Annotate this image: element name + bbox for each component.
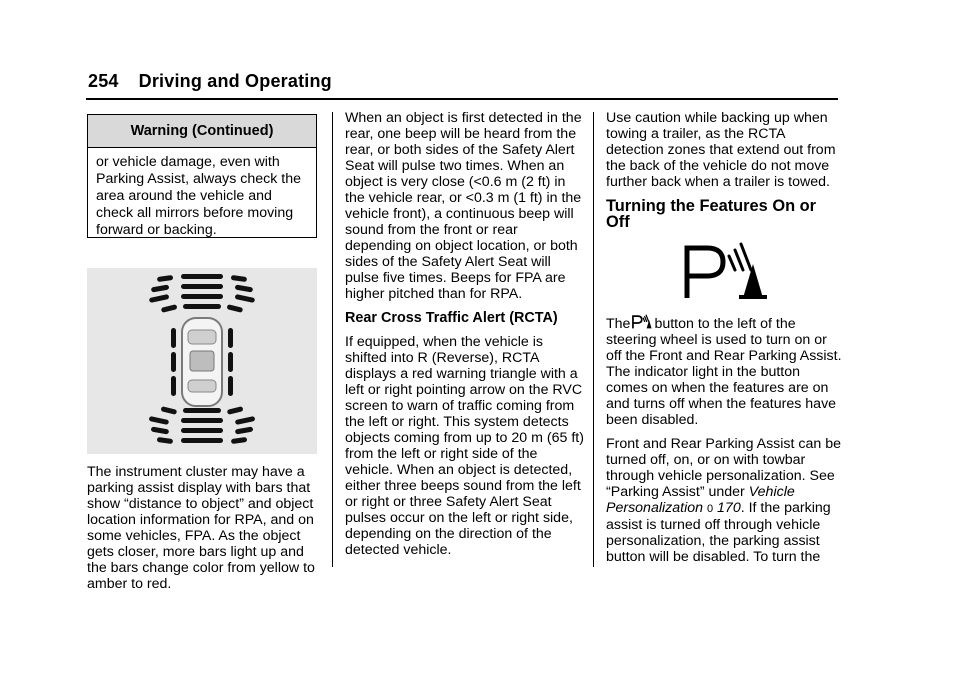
column-2-text [345,110,585,566]
page-section-title: Driving and Operating [138,71,332,91]
parking-assist-diagram [87,268,317,454]
col3-p2-post: button to the left of the steering wheel is used to turn on or off the Front and Rear Parking Assist. The indicator light in the button comes on when the features are on and turns off when the features have been disabled. [606,316,842,428]
parking-assist-inline-icon [631,314,653,330]
column-divider-1 [332,112,333,567]
warning-body: or vehicle damage, even with Parking Assist, always check the area around the vehicle and check all mirrors before moving forward or backing. [96,154,302,238]
col3-p2-pre: The [606,316,631,332]
col3-p3-post: . If the parking assist is turned off through vehicle personalization, the parking assist button will be disabled. To turn the [606,500,831,565]
col1-paragraph-1: The instrument cluster may have a parking assist display with bars that show “distance to object” and object location information for RPA, and on some vehicles, FPA. As the object gets closer, more bars light up and the bars change color from yellow to amber to red. [87,464,315,592]
col2-paragraph-1: When an object is first detected in the rear, one beep will be heard from the rear, or both sides of the Safety Alert Seat will pulse two times. When an object is very close (<0.6 m (2 ft) in the vehicle rear, or <0.3 m (1 ft) in the vehicle front), a continuous beep will sound from the front or rear depending on object location, or both sides of the Safety Alert Seat will pulse five times. Beeps for FPA are higher pitched than for RPA. [345,110,582,302]
col3-paragraph-3 [606,436,842,565]
header-rule [86,98,838,100]
section-heading: Turning the Features On or Off [606,197,817,231]
parking-assist-symbol [679,242,769,302]
column-1-text [87,464,325,600]
col3-paragraph-2 [606,314,842,428]
parking-assist-display-icon [87,268,317,454]
page-number: 254 [88,71,119,91]
warning-title: Warning (Continued) [88,115,316,148]
column-3-text [606,110,842,573]
column-divider-2 [593,112,594,567]
col3-paragraph-1: Use caution while backing up when towing a trailer, as the RCTA detection zones that extend out from the back of the vehicle do not move further back when a trailer is towed. [606,110,836,190]
page-ref-number[interactable]: 170 [717,500,741,516]
warning-box [87,114,317,238]
rcta-subheading: Rear Cross Traffic Alert (RCTA) [345,310,558,326]
vehicle-personalization-link[interactable]: Vehicle Personalization [606,484,795,516]
parking-assist-button-icon [606,242,842,302]
page-header [88,71,332,92]
col2-paragraph-2: If equipped, when the vehicle is shifted into R (Reverse), RCTA displays a red warning triangle with a left or right pointing arrow on the RVC screen to warn of traffic coming from the left or right. This system detects objects coming from up to 20 m (65 ft) from the left or right side of the vehicle. When an object is detected, either three beeps sound from the left or right or three Safety Alert Seat pulses occur on the left or right side, depending on the direction of the detected vehicle. [345,334,584,558]
col3-p3-pre: Front and Rear Parking Assist can be turned off, on, or on with towbar through vehicle personalization. See “Parking Assist” under [606,436,842,500]
page-ref-arrow-icon: 0 [706,503,714,515]
